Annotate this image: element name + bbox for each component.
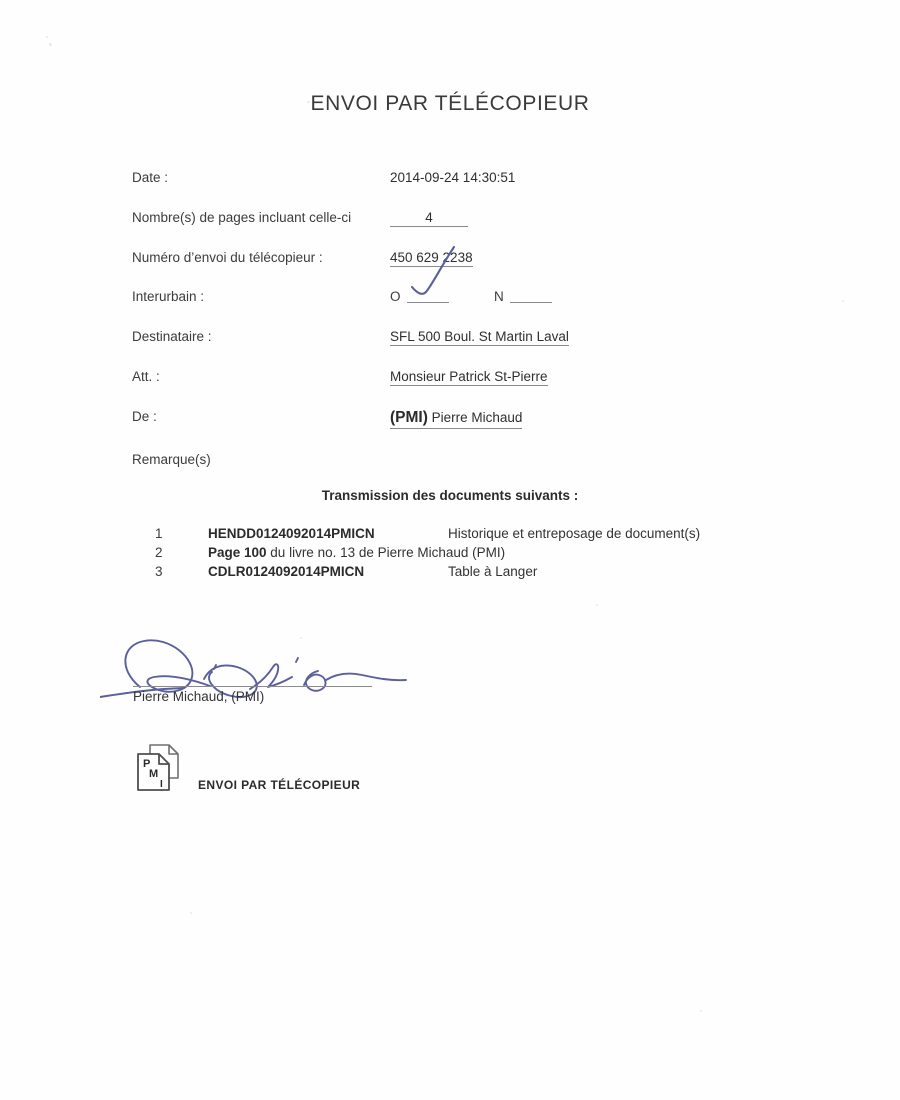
page-count-value: 4 [390, 210, 468, 227]
document-inline-text [208, 545, 505, 560]
long-distance-label: Interurbain : [132, 289, 205, 304]
document-code: Page 100 [208, 545, 267, 560]
field-row-date [132, 170, 860, 190]
document-code: CDLR0124092014PMICN [208, 564, 365, 579]
from-value-group [390, 409, 522, 429]
long-distance-no-letter: N [494, 289, 504, 304]
recipient-value: SFL 500 Boul. St Martin Laval [390, 329, 569, 344]
scan-speckle [46, 36, 48, 38]
field-row-recipient [132, 329, 860, 349]
list-item [155, 564, 860, 583]
page-title: ENVOI PAR TÉLÉCOPIEUR [310, 92, 590, 115]
attention-label: Att. : [132, 369, 160, 384]
attention-value: Monsieur Patrick St-Pierre [390, 369, 548, 384]
footer-label: ENVOI PAR TÉLÉCOPIEUR [198, 778, 361, 792]
remarks-label: Remarque(s) [132, 452, 211, 467]
field-row-attention [132, 369, 860, 389]
document-number: 2 [155, 545, 163, 560]
document-number: 1 [155, 526, 163, 541]
date-value: 2014-09-24 14:30:51 [390, 170, 516, 185]
list-item [155, 526, 860, 545]
long-distance-yes-letter: O [390, 289, 401, 304]
long-distance-no-blank [510, 302, 552, 303]
from-prefix: (PMI) [390, 409, 428, 426]
fax-number-value: 450 629 2238 [390, 250, 473, 265]
recipient-label: Destinataire : [132, 329, 212, 344]
pmi-documents-icon [133, 742, 183, 794]
document-description: du livre no. 13 de Pierre Michaud (PMI) [266, 545, 506, 560]
field-row-remarks [132, 452, 860, 472]
signature-line [133, 686, 372, 687]
long-distance-option-no[interactable] [494, 289, 552, 304]
scan-speckle [596, 604, 598, 606]
scan-speckle [700, 1010, 702, 1012]
signature-block [100, 625, 520, 715]
field-row-page-count [132, 210, 860, 230]
svg-text:M: M [149, 768, 159, 780]
svg-text:I: I [160, 779, 163, 790]
field-row-long-distance [132, 289, 860, 309]
field-row-fax-number [132, 250, 860, 270]
signature-name: Pierre Michaud, (PMI) [133, 689, 265, 704]
fax-number-label: Numéro d’envoi du télécopieur : [132, 250, 323, 265]
transmitted-documents-list [155, 526, 860, 583]
field-row-from [132, 409, 860, 429]
date-label: Date : [132, 170, 169, 185]
document-number: 3 [155, 564, 163, 579]
long-distance-option-yes[interactable] [390, 289, 449, 304]
transmission-heading: Transmission des documents suivants : [321, 488, 579, 503]
svg-text:P: P [143, 758, 151, 770]
from-name: Pierre Michaud [431, 410, 523, 425]
page-count-label: Nombre(s) de pages incluant celle-ci [132, 210, 352, 225]
long-distance-yes-blank [407, 302, 449, 303]
document-code: HENDD0124092014PMICN [208, 526, 375, 541]
document-description: Historique et entreposage de document(s) [448, 526, 701, 541]
document-description: Table à Langer [448, 564, 538, 579]
list-item [155, 545, 860, 564]
scan-speckle [49, 43, 52, 46]
scan-speckle [190, 912, 192, 914]
from-label: De : [132, 409, 157, 424]
